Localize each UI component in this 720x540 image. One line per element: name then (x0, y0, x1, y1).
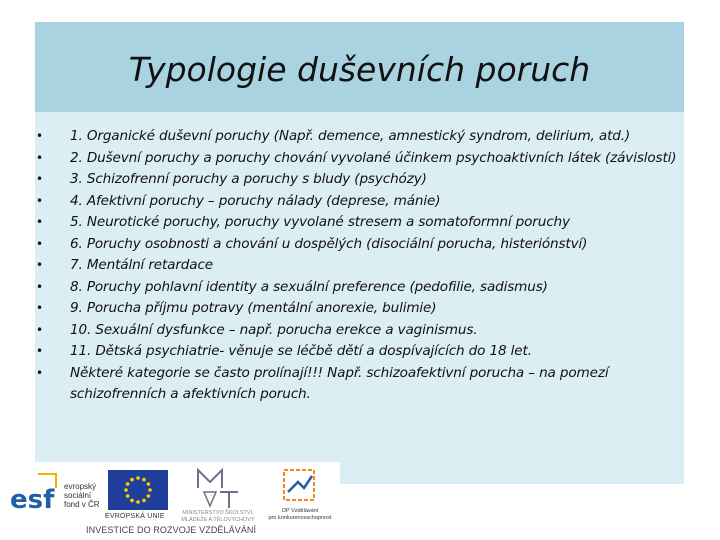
list-item: • 7. Mentální retardace (40, 255, 680, 277)
sponsor-logos (0, 462, 340, 540)
bullet-list (36, 126, 680, 406)
eu-caption: EVROPSKÁ UNIE (105, 513, 165, 520)
bullet-icon: • (36, 301, 43, 315)
svg-text:esf: esf (10, 485, 55, 514)
investice-caption: INVESTICE DO ROZVOJE VZDĚLÁVÁNÍ (86, 525, 257, 535)
list-item: • 11. Dětská psychiatrie- věnuje se léčbě dětí a dospívajících do 18 let. (40, 341, 680, 363)
eu-flag-icon (108, 470, 168, 510)
list-item: • 2. Duševní poruchy a poruchy chování vyvolané účinkem psychoaktivních látek (závislosti) (40, 148, 680, 170)
bullet-icon: • (36, 215, 43, 229)
slide-title: Typologie duševních poruch (128, 49, 591, 89)
bullet-icon: • (36, 344, 43, 358)
list-item: • 3. Schizofrenní poruchy a poruchy s bludy (psychózy) (40, 169, 680, 191)
bullet-icon: • (36, 193, 43, 208)
bullet-icon: • (36, 150, 43, 165)
bullet-icon: • (36, 365, 43, 380)
bullet-icon: • (36, 236, 43, 251)
esf-caption: evropský sociální fond v ČR (64, 482, 100, 509)
list-item: • 10. Sexuální dysfunkce – např. porucha erekce a vaginismus. (40, 320, 680, 342)
bullet-icon: • (36, 129, 43, 143)
svg-text:MŠMT: MŠMT (210, 496, 213, 497)
bullet-icon: • (36, 322, 43, 337)
esf-logo-icon (8, 470, 60, 514)
msmt-logo-icon (190, 466, 246, 510)
op-caption: OP Vzdělávání pro konkurenceschopnost (268, 508, 332, 521)
bullet-icon: • (36, 172, 43, 186)
bullet-icon: • (36, 258, 43, 272)
msmt-caption: MINISTERSTVO ŠKOLSTVÍ, MLÁDEŽE A TĚLOVÝCHOVY (181, 510, 255, 523)
list-item: • 6. Poruchy osobnosti a chování u dospělých (disociální porucha, histeriónství) (40, 234, 680, 256)
list-item: • 4. Afektivní poruchy – poruchy nálady (deprese, mánie) (40, 191, 680, 213)
op-vzdelavani-logo-icon (282, 468, 316, 504)
list-item: • 8. Poruchy pohlavní identity a sexuální preference (pedofilie, sadismus) (40, 277, 680, 299)
title-band (35, 22, 684, 112)
list-item: • 9. Porucha příjmu potravy (mentální anorexie, bulimie) (40, 298, 680, 320)
list-item: • 5. Neurotické poruchy, poruchy vyvolané stresem a somatoformní poruchy (40, 212, 680, 234)
bullet-icon: • (36, 279, 43, 294)
list-item: • 1. Organické duševní poruchy (Např. demence, amnestický syndrom, delirium, atd.) (40, 126, 680, 148)
list-item: • Některé kategorie se často prolínají!!! Např. schizoafektivní porucha – na pomezí schizofrenních a afektivních poruch. (36, 364, 609, 402)
